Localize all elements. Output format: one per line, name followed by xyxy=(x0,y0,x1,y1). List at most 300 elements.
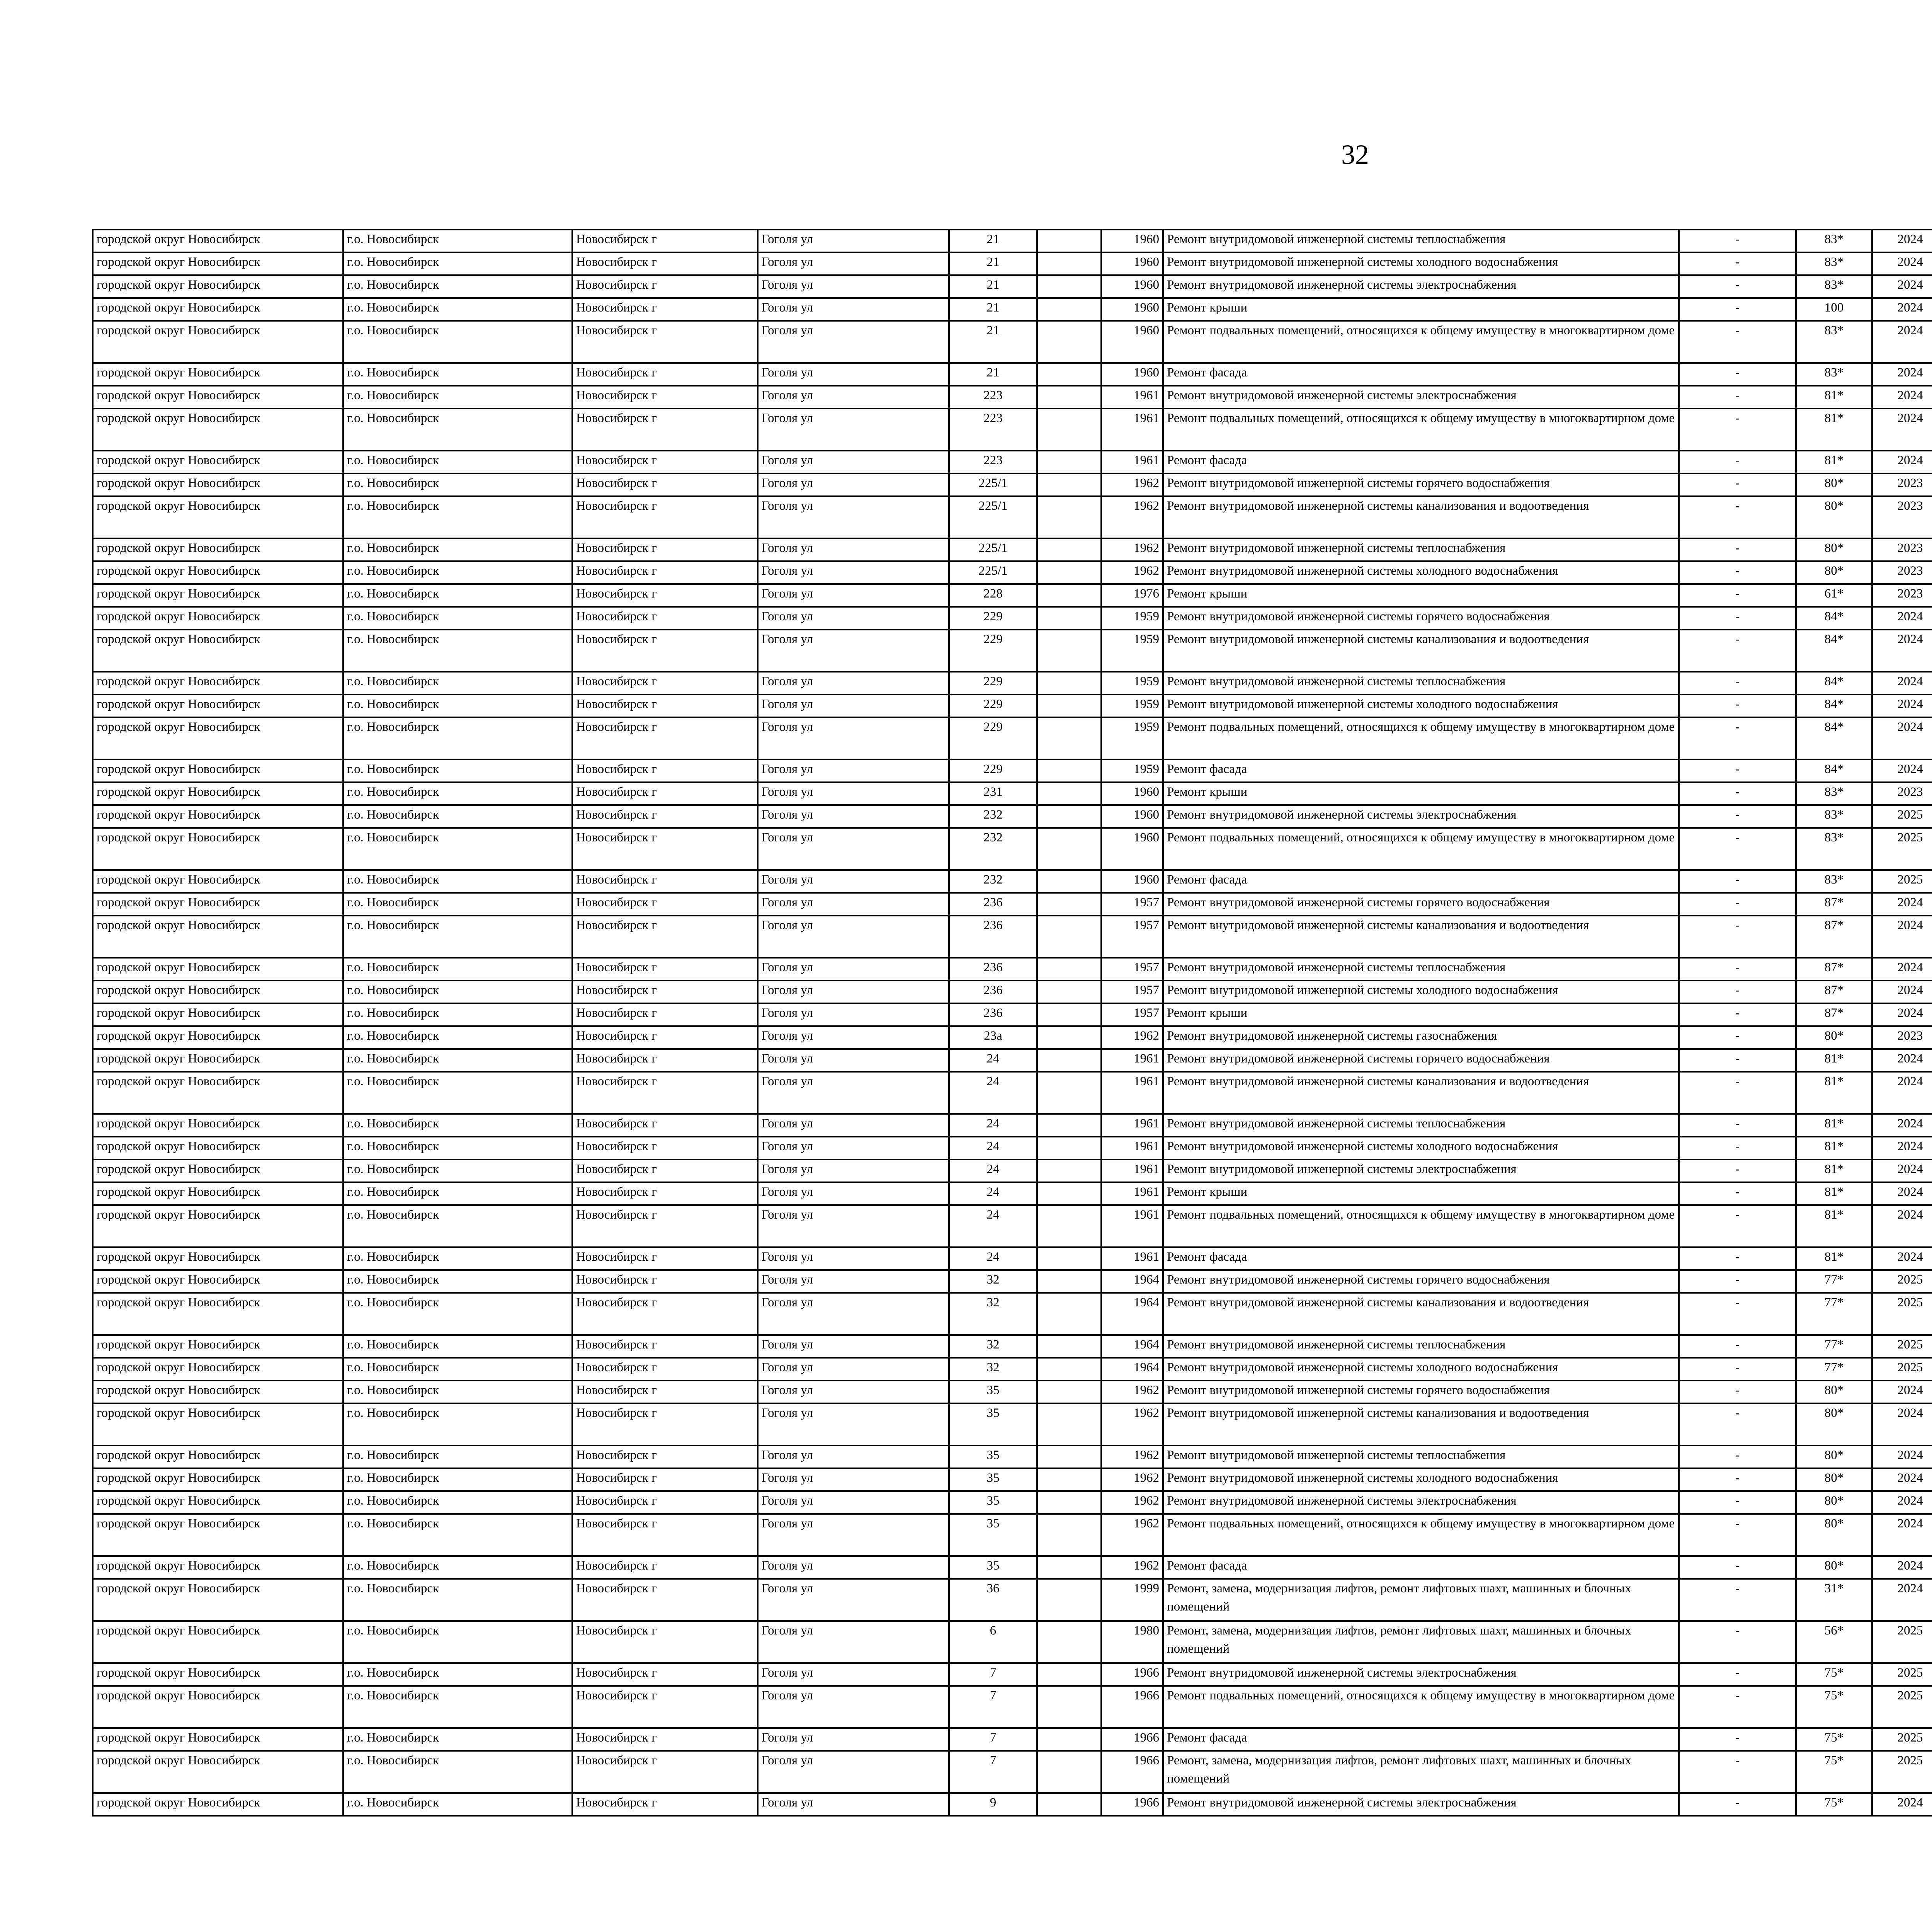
plan-year-cell: 2025 xyxy=(1872,1293,1932,1335)
street-cell: Гоголя ул xyxy=(758,607,949,630)
table-row xyxy=(93,298,1932,321)
okrug-cell: городской округ Новосибирск xyxy=(93,717,343,759)
work-type-cell: Ремонт внутридомовой инженерной системы теплоснабжения xyxy=(1163,672,1679,695)
table-row xyxy=(93,782,1932,805)
empty-cell xyxy=(1037,1026,1101,1049)
street-cell: Гоголя ул xyxy=(758,1293,949,1335)
build-year-cell: 1960 xyxy=(1101,252,1163,275)
okrug-cell: городской округ Новосибирск xyxy=(93,1621,343,1663)
street-cell: Гоголя ул xyxy=(758,759,949,782)
municipality-cell: г.о. Новосибирск xyxy=(343,1335,572,1358)
street-cell: Гоголя ул xyxy=(758,363,949,386)
municipality-cell: г.о. Новосибирск xyxy=(343,1293,572,1335)
street-cell: Гоголя ул xyxy=(758,1445,949,1468)
plan-year-cell: 2024 xyxy=(1872,1247,1932,1270)
okrug-cell: городской округ Новосибирск xyxy=(93,584,343,607)
table-row xyxy=(93,1137,1932,1159)
city-cell: Новосибирск г xyxy=(572,1751,758,1793)
street-cell: Гоголя ул xyxy=(758,1751,949,1793)
wear-cell: 80* xyxy=(1796,561,1872,584)
dash-cell: - xyxy=(1679,782,1796,805)
wear-cell: 75* xyxy=(1796,1728,1872,1751)
empty-cell xyxy=(1037,805,1101,828)
plan-year-cell: 2025 xyxy=(1872,1728,1932,1751)
city-cell: Новосибирск г xyxy=(572,1403,758,1445)
table-row xyxy=(93,1793,1932,1816)
dash-cell: - xyxy=(1679,230,1796,252)
wear-cell: 81* xyxy=(1796,1137,1872,1159)
work-type-cell: Ремонт внутридомовой инженерной системы горячего водоснабжения xyxy=(1163,607,1679,630)
empty-cell xyxy=(1037,1114,1101,1137)
table-row xyxy=(93,1751,1932,1793)
plan-year-cell: 2025 xyxy=(1872,1751,1932,1793)
empty-cell xyxy=(1037,363,1101,386)
plan-year-cell: 2024 xyxy=(1872,1556,1932,1579)
wear-cell: 81* xyxy=(1796,1114,1872,1137)
municipality-cell: г.о. Новосибирск xyxy=(343,893,572,916)
table-row xyxy=(93,252,1932,275)
municipality-cell: г.о. Новосибирск xyxy=(343,1579,572,1621)
house-number-cell: 35 xyxy=(949,1445,1037,1468)
plan-year-cell: 2024 xyxy=(1872,607,1932,630)
dash-cell: - xyxy=(1679,1751,1796,1793)
plan-year-cell: 2024 xyxy=(1872,230,1932,252)
plan-year-cell: 2024 xyxy=(1872,672,1932,695)
house-number-cell: 35 xyxy=(949,1381,1037,1403)
table-row xyxy=(93,1003,1932,1026)
okrug-cell: городской округ Новосибирск xyxy=(93,473,343,496)
plan-year-cell: 2024 xyxy=(1872,1445,1932,1468)
empty-cell xyxy=(1037,298,1101,321)
plan-year-cell: 2024 xyxy=(1872,1793,1932,1816)
wear-cell: 81* xyxy=(1796,1247,1872,1270)
street-cell: Гоголя ул xyxy=(758,584,949,607)
wear-cell: 83* xyxy=(1796,870,1872,893)
table-row xyxy=(93,496,1932,538)
municipality-cell: г.о. Новосибирск xyxy=(343,1468,572,1491)
city-cell: Новосибирск г xyxy=(572,538,758,561)
city-cell: Новосибирск г xyxy=(572,473,758,496)
dash-cell: - xyxy=(1679,630,1796,672)
table-row xyxy=(93,630,1932,672)
dash-cell: - xyxy=(1679,958,1796,981)
work-type-cell: Ремонт крыши xyxy=(1163,782,1679,805)
house-number-cell: 32 xyxy=(949,1293,1037,1335)
okrug-cell: городской округ Новосибирск xyxy=(93,1159,343,1182)
city-cell: Новосибирск г xyxy=(572,1072,758,1114)
wear-cell: 80* xyxy=(1796,1403,1872,1445)
work-type-cell: Ремонт внутридомовой инженерной системы электроснабжения xyxy=(1163,386,1679,409)
municipality-cell: г.о. Новосибирск xyxy=(343,1445,572,1468)
plan-year-cell: 2024 xyxy=(1872,958,1932,981)
city-cell: Новосибирск г xyxy=(572,451,758,473)
okrug-cell: городской округ Новосибирск xyxy=(93,538,343,561)
municipality-cell: г.о. Новосибирск xyxy=(343,386,572,409)
street-cell: Гоголя ул xyxy=(758,1358,949,1381)
wear-cell: 87* xyxy=(1796,916,1872,958)
dash-cell: - xyxy=(1679,1728,1796,1751)
dash-cell: - xyxy=(1679,561,1796,584)
work-type-cell: Ремонт внутридомовой инженерной системы холодного водоснабжения xyxy=(1163,1137,1679,1159)
dash-cell: - xyxy=(1679,1686,1796,1728)
work-type-cell: Ремонт внутридомовой инженерной системы холодного водоснабжения xyxy=(1163,1358,1679,1381)
empty-cell xyxy=(1037,1335,1101,1358)
wear-cell: 81* xyxy=(1796,1205,1872,1247)
plan-year-cell: 2024 xyxy=(1872,916,1932,958)
street-cell: Гоголя ул xyxy=(758,630,949,672)
municipality-cell: г.о. Новосибирск xyxy=(343,981,572,1003)
table-row xyxy=(93,451,1932,473)
wear-cell: 81* xyxy=(1796,1182,1872,1205)
dash-cell: - xyxy=(1679,1270,1796,1293)
city-cell: Новосибирск г xyxy=(572,981,758,1003)
municipality-cell: г.о. Новосибирск xyxy=(343,1621,572,1663)
city-cell: Новосибирск г xyxy=(572,1335,758,1358)
house-number-cell: 21 xyxy=(949,252,1037,275)
build-year-cell: 1959 xyxy=(1101,672,1163,695)
wear-cell: 80* xyxy=(1796,1026,1872,1049)
plan-year-cell: 2023 xyxy=(1872,1026,1932,1049)
wear-cell: 31* xyxy=(1796,1579,1872,1621)
empty-cell xyxy=(1037,759,1101,782)
build-year-cell: 1966 xyxy=(1101,1663,1163,1686)
city-cell: Новосибирск г xyxy=(572,828,758,870)
okrug-cell: городской округ Новосибирск xyxy=(93,298,343,321)
empty-cell xyxy=(1037,584,1101,607)
okrug-cell: городской округ Новосибирск xyxy=(93,1270,343,1293)
dash-cell: - xyxy=(1679,451,1796,473)
city-cell: Новосибирск г xyxy=(572,1026,758,1049)
table-row xyxy=(93,363,1932,386)
empty-cell xyxy=(1037,1686,1101,1728)
okrug-cell: городской округ Новосибирск xyxy=(93,1335,343,1358)
street-cell: Гоголя ул xyxy=(758,1621,949,1663)
plan-year-cell: 2024 xyxy=(1872,893,1932,916)
house-number-cell: 36 xyxy=(949,1579,1037,1621)
municipality-cell: г.о. Новосибирск xyxy=(343,695,572,717)
plan-year-cell: 2024 xyxy=(1872,298,1932,321)
empty-cell xyxy=(1037,561,1101,584)
municipality-cell: г.о. Новосибирск xyxy=(343,1182,572,1205)
table-row xyxy=(93,1247,1932,1270)
plan-year-cell: 2023 xyxy=(1872,782,1932,805)
plan-year-cell: 2024 xyxy=(1872,363,1932,386)
house-number-cell: 24 xyxy=(949,1137,1037,1159)
dash-cell: - xyxy=(1679,1114,1796,1137)
municipality-cell: г.о. Новосибирск xyxy=(343,717,572,759)
work-type-cell: Ремонт внутридомовой инженерной системы теплоснабжения xyxy=(1163,958,1679,981)
empty-cell xyxy=(1037,473,1101,496)
municipality-cell: г.о. Новосибирск xyxy=(343,958,572,981)
empty-cell xyxy=(1037,981,1101,1003)
street-cell: Гоголя ул xyxy=(758,561,949,584)
plan-year-cell: 2023 xyxy=(1872,496,1932,538)
city-cell: Новосибирск г xyxy=(572,298,758,321)
wear-cell: 61* xyxy=(1796,584,1872,607)
plan-year-cell: 2025 xyxy=(1872,870,1932,893)
okrug-cell: городской округ Новосибирск xyxy=(93,1728,343,1751)
plan-year-cell: 2024 xyxy=(1872,1491,1932,1514)
wear-cell: 75* xyxy=(1796,1686,1872,1728)
okrug-cell: городской округ Новосибирск xyxy=(93,828,343,870)
okrug-cell: городской округ Новосибирск xyxy=(93,1381,343,1403)
build-year-cell: 1961 xyxy=(1101,1159,1163,1182)
street-cell: Гоголя ул xyxy=(758,1686,949,1728)
plan-year-cell: 2025 xyxy=(1872,828,1932,870)
dash-cell: - xyxy=(1679,1072,1796,1114)
house-number-cell: 223 xyxy=(949,451,1037,473)
work-type-cell: Ремонт внутридомовой инженерной системы горячего водоснабжения xyxy=(1163,893,1679,916)
wear-cell: 83* xyxy=(1796,782,1872,805)
dash-cell: - xyxy=(1679,1003,1796,1026)
okrug-cell: городской округ Новосибирск xyxy=(93,1137,343,1159)
house-number-cell: 24 xyxy=(949,1159,1037,1182)
okrug-cell: городской округ Новосибирск xyxy=(93,1114,343,1137)
street-cell: Гоголя ул xyxy=(758,958,949,981)
work-type-cell: Ремонт внутридомовой инженерной системы канализования и водоотведения xyxy=(1163,1072,1679,1114)
street-cell: Гоголя ул xyxy=(758,1381,949,1403)
empty-cell xyxy=(1037,1247,1101,1270)
okrug-cell: городской округ Новосибирск xyxy=(93,386,343,409)
okrug-cell: городской округ Новосибирск xyxy=(93,1579,343,1621)
dash-cell: - xyxy=(1679,409,1796,451)
city-cell: Новосибирск г xyxy=(572,1579,758,1621)
empty-cell xyxy=(1037,1003,1101,1026)
plan-year-cell: 2024 xyxy=(1872,252,1932,275)
wear-cell: 81* xyxy=(1796,409,1872,451)
house-number-cell: 229 xyxy=(949,695,1037,717)
okrug-cell: городской округ Новосибирск xyxy=(93,1049,343,1072)
table-row xyxy=(93,1049,1932,1072)
build-year-cell: 1961 xyxy=(1101,1182,1163,1205)
empty-cell xyxy=(1037,1137,1101,1159)
dash-cell: - xyxy=(1679,473,1796,496)
dash-cell: - xyxy=(1679,1403,1796,1445)
work-type-cell: Ремонт подвальных помещений, относящихся к общему имуществу в многоквартирном доме xyxy=(1163,1205,1679,1247)
municipality-cell: г.о. Новосибирск xyxy=(343,1728,572,1751)
municipality-cell: г.о. Новосибирск xyxy=(343,1358,572,1381)
build-year-cell: 1957 xyxy=(1101,916,1163,958)
okrug-cell: городской округ Новосибирск xyxy=(93,695,343,717)
empty-cell xyxy=(1037,451,1101,473)
build-year-cell: 1960 xyxy=(1101,321,1163,363)
house-number-cell: 232 xyxy=(949,805,1037,828)
build-year-cell: 1957 xyxy=(1101,1003,1163,1026)
work-type-cell: Ремонт внутридомовой инженерной системы газоснабжения xyxy=(1163,1026,1679,1049)
empty-cell xyxy=(1037,695,1101,717)
okrug-cell: городской округ Новосибирск xyxy=(93,1182,343,1205)
street-cell: Гоголя ул xyxy=(758,1137,949,1159)
house-number-cell: 7 xyxy=(949,1751,1037,1793)
city-cell: Новосибирск г xyxy=(572,409,758,451)
house-number-cell: 35 xyxy=(949,1403,1037,1445)
okrug-cell: городской округ Новосибирск xyxy=(93,870,343,893)
work-type-cell: Ремонт внутридомовой инженерной системы канализования и водоотведения xyxy=(1163,1403,1679,1445)
build-year-cell: 1962 xyxy=(1101,1468,1163,1491)
dash-cell: - xyxy=(1679,1182,1796,1205)
work-type-cell: Ремонт, замена, модернизация лифтов, ремонт лифтовых шахт, машинных и блочных помещений xyxy=(1163,1751,1679,1793)
work-type-cell: Ремонт, замена, модернизация лифтов, ремонт лифтовых шахт, машинных и блочных помещений xyxy=(1163,1579,1679,1621)
okrug-cell: городской округ Новосибирск xyxy=(93,275,343,298)
work-type-cell: Ремонт фасада xyxy=(1163,870,1679,893)
dash-cell: - xyxy=(1679,1335,1796,1358)
table-row xyxy=(93,695,1932,717)
house-number-cell: 24 xyxy=(949,1247,1037,1270)
city-cell: Новосибирск г xyxy=(572,1381,758,1403)
city-cell: Новосибирск г xyxy=(572,870,758,893)
build-year-cell: 1976 xyxy=(1101,584,1163,607)
build-year-cell: 1962 xyxy=(1101,538,1163,561)
street-cell: Гоголя ул xyxy=(758,409,949,451)
street-cell: Гоголя ул xyxy=(758,321,949,363)
house-number-cell: 236 xyxy=(949,916,1037,958)
street-cell: Гоголя ул xyxy=(758,981,949,1003)
wear-cell: 81* xyxy=(1796,1159,1872,1182)
work-type-cell: Ремонт подвальных помещений, относящихся к общему имуществу в многоквартирном доме xyxy=(1163,828,1679,870)
work-type-cell: Ремонт внутридомовой инженерной системы горячего водоснабжения xyxy=(1163,1049,1679,1072)
table-row xyxy=(93,230,1932,252)
wear-cell: 83* xyxy=(1796,805,1872,828)
plan-year-cell: 2024 xyxy=(1872,321,1932,363)
house-number-cell: 223 xyxy=(949,386,1037,409)
table-row xyxy=(93,828,1932,870)
dash-cell: - xyxy=(1679,828,1796,870)
plan-year-cell: 2024 xyxy=(1872,1468,1932,1491)
dash-cell: - xyxy=(1679,1137,1796,1159)
wear-cell: 87* xyxy=(1796,981,1872,1003)
house-number-cell: 223 xyxy=(949,409,1037,451)
empty-cell xyxy=(1037,958,1101,981)
street-cell: Гоголя ул xyxy=(758,1205,949,1247)
plan-year-cell: 2024 xyxy=(1872,1137,1932,1159)
okrug-cell: городской округ Новосибирск xyxy=(93,1514,343,1556)
wear-cell: 100 xyxy=(1796,298,1872,321)
empty-cell xyxy=(1037,1556,1101,1579)
empty-cell xyxy=(1037,252,1101,275)
city-cell: Новосибирск г xyxy=(572,1182,758,1205)
dash-cell: - xyxy=(1679,1514,1796,1556)
house-number-cell: 225/1 xyxy=(949,473,1037,496)
dash-cell: - xyxy=(1679,1159,1796,1182)
empty-cell xyxy=(1037,1293,1101,1335)
plan-year-cell: 2025 xyxy=(1872,1358,1932,1381)
okrug-cell: городской округ Новосибирск xyxy=(93,1358,343,1381)
street-cell: Гоголя ул xyxy=(758,386,949,409)
empty-cell xyxy=(1037,386,1101,409)
okrug-cell: городской округ Новосибирск xyxy=(93,561,343,584)
city-cell: Новосибирск г xyxy=(572,916,758,958)
work-type-cell: Ремонт фасада xyxy=(1163,1556,1679,1579)
work-type-cell: Ремонт внутридомовой инженерной системы теплоснабжения xyxy=(1163,1445,1679,1468)
house-number-cell: 7 xyxy=(949,1663,1037,1686)
municipality-cell: г.о. Новосибирск xyxy=(343,1026,572,1049)
wear-cell: 77* xyxy=(1796,1293,1872,1335)
wear-cell: 83* xyxy=(1796,230,1872,252)
street-cell: Гоголя ул xyxy=(758,1491,949,1514)
street-cell: Гоголя ул xyxy=(758,1247,949,1270)
dash-cell: - xyxy=(1679,1556,1796,1579)
house-number-cell: 21 xyxy=(949,230,1037,252)
table-row xyxy=(93,275,1932,298)
build-year-cell: 1960 xyxy=(1101,782,1163,805)
okrug-cell: городской округ Новосибирск xyxy=(93,1247,343,1270)
okrug-cell: городской округ Новосибирск xyxy=(93,1468,343,1491)
table-row xyxy=(93,1621,1932,1663)
okrug-cell: городской округ Новосибирск xyxy=(93,672,343,695)
table-row xyxy=(93,893,1932,916)
table-row xyxy=(93,717,1932,759)
build-year-cell: 1961 xyxy=(1101,1247,1163,1270)
municipality-cell: г.о. Новосибирск xyxy=(343,1491,572,1514)
house-number-cell: 32 xyxy=(949,1270,1037,1293)
city-cell: Новосибирск г xyxy=(572,1270,758,1293)
table-row xyxy=(93,584,1932,607)
table-row xyxy=(93,386,1932,409)
wear-cell: 80* xyxy=(1796,496,1872,538)
wear-cell: 80* xyxy=(1796,1445,1872,1468)
build-year-cell: 1964 xyxy=(1101,1335,1163,1358)
municipality-cell: г.о. Новосибирск xyxy=(343,759,572,782)
street-cell: Гоголя ул xyxy=(758,1728,949,1751)
work-type-cell: Ремонт внутридомовой инженерной системы горячего водоснабжения xyxy=(1163,1270,1679,1293)
wear-cell: 80* xyxy=(1796,538,1872,561)
work-type-cell: Ремонт внутридомовой инженерной системы электроснабжения xyxy=(1163,1159,1679,1182)
work-type-cell: Ремонт внутридомовой инженерной системы горячего водоснабжения xyxy=(1163,473,1679,496)
plan-year-cell: 2025 xyxy=(1872,1270,1932,1293)
municipality-cell: г.о. Новосибирск xyxy=(343,1159,572,1182)
dash-cell: - xyxy=(1679,1358,1796,1381)
city-cell: Новосибирск г xyxy=(572,584,758,607)
city-cell: Новосибирск г xyxy=(572,1114,758,1137)
empty-cell xyxy=(1037,1381,1101,1403)
wear-cell: 84* xyxy=(1796,759,1872,782)
wear-cell: 80* xyxy=(1796,1556,1872,1579)
municipality-cell: г.о. Новосибирск xyxy=(343,1403,572,1445)
city-cell: Новосибирск г xyxy=(572,607,758,630)
dash-cell: - xyxy=(1679,298,1796,321)
table-row xyxy=(93,1358,1932,1381)
build-year-cell: 1959 xyxy=(1101,717,1163,759)
plan-year-cell: 2024 xyxy=(1872,451,1932,473)
street-cell: Гоголя ул xyxy=(758,1793,949,1816)
empty-cell xyxy=(1037,1072,1101,1114)
dash-cell: - xyxy=(1679,1579,1796,1621)
table-row xyxy=(93,1072,1932,1114)
work-type-cell: Ремонт внутридомовой инженерной системы теплоснабжения xyxy=(1163,1335,1679,1358)
work-type-cell: Ремонт внутридомовой инженерной системы канализования и водоотведения xyxy=(1163,1293,1679,1335)
wear-cell: 80* xyxy=(1796,1491,1872,1514)
municipality-cell: г.о. Новосибирск xyxy=(343,409,572,451)
plan-year-cell: 2024 xyxy=(1872,1381,1932,1403)
empty-cell xyxy=(1037,1159,1101,1182)
work-type-cell: Ремонт внутридомовой инженерной системы электроснабжения xyxy=(1163,275,1679,298)
okrug-cell: городской округ Новосибирск xyxy=(93,230,343,252)
city-cell: Новосибирск г xyxy=(572,1159,758,1182)
wear-cell: 56* xyxy=(1796,1621,1872,1663)
plan-year-cell: 2023 xyxy=(1872,538,1932,561)
dash-cell: - xyxy=(1679,916,1796,958)
street-cell: Гоголя ул xyxy=(758,1468,949,1491)
street-cell: Гоголя ул xyxy=(758,805,949,828)
city-cell: Новосибирск г xyxy=(572,1049,758,1072)
dash-cell: - xyxy=(1679,1247,1796,1270)
dash-cell: - xyxy=(1679,805,1796,828)
street-cell: Гоголя ул xyxy=(758,538,949,561)
city-cell: Новосибирск г xyxy=(572,1003,758,1026)
table-row xyxy=(93,1686,1932,1728)
table-row xyxy=(93,805,1932,828)
dash-cell: - xyxy=(1679,496,1796,538)
